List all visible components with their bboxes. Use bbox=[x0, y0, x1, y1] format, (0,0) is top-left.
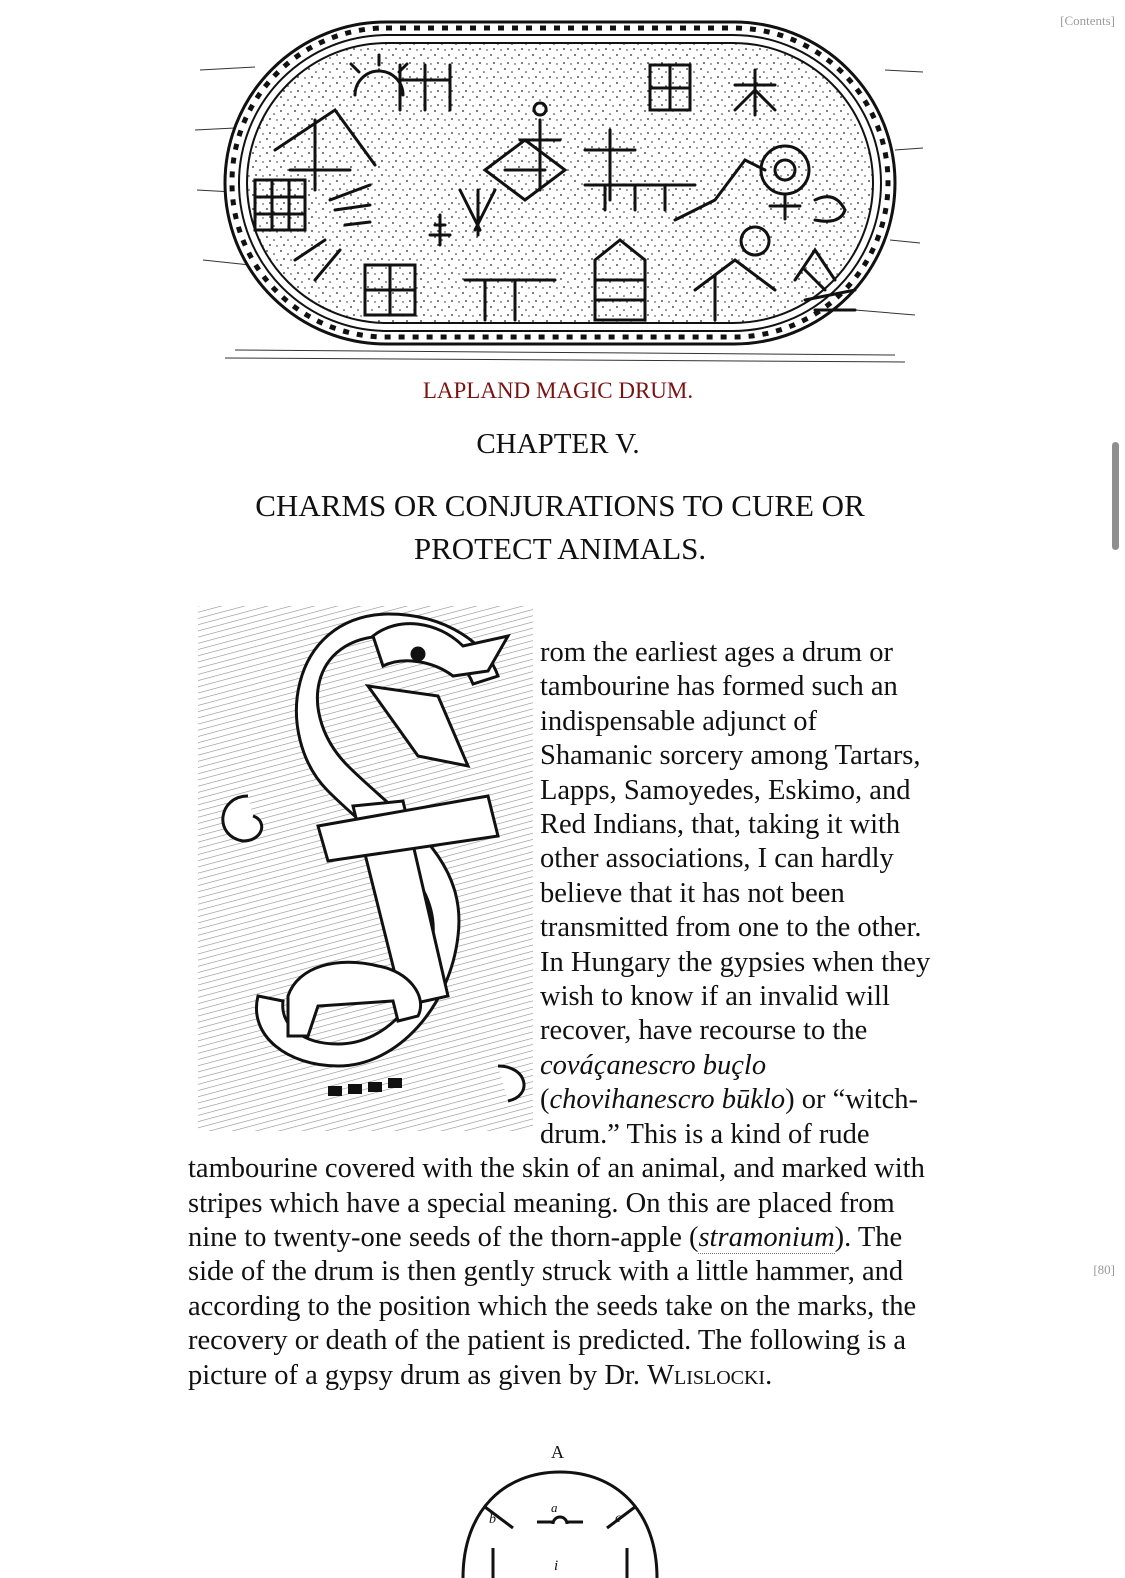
figure-caption: LAPLAND MAGIC DRUM. bbox=[422, 378, 694, 403]
paragraph-text-d: ). The side of the drum is then gently struck with a little hammer, and according to the position which the seeds take on the marks, the recovery or death of the patient is predicted. The following is a picture of a gypsy drum as given by Dr. bbox=[188, 1221, 917, 1391]
author-name: Wlislocki bbox=[647, 1359, 766, 1391]
paragraph-text-c: ) or “witch-drum.” This is a kind of rude tambourine covered with the skin of an animal, and marked with stripes which have a special meaning. On this are placed from nine to twenty-one seeds of the thorn-apple ( bbox=[188, 1084, 925, 1253]
dropcap-letter-f-illustration bbox=[188, 596, 538, 1136]
diagram-label-i: i bbox=[554, 1558, 559, 1574]
diagram-label-b: b bbox=[489, 1512, 496, 1527]
paragraph-text: rom the earliest ages a drum or tambourine has formed such an indispensable adjunct of Shamanic sorcery among Tartars, Lapps, Samoyedes, Eskimo, and Red Indians, that, taking it with other associations, I can hardly believe that it has not been transmitted from one to the other. In Hungary the gypsies when they wish to know if an invalid will recover, have recourse to the bbox=[540, 637, 931, 1047]
page-number-marker: [80] bbox=[1093, 1262, 1115, 1277]
paragraph-text-b: ( bbox=[540, 1084, 550, 1116]
gypsy-drum-diagram bbox=[455, 1440, 665, 1578]
chapter-number: CHAPTER V. bbox=[476, 428, 640, 460]
chapter-title: CHARMS OR CONJURATIONS TO CURE OR PROTECT ANIMALS. bbox=[255, 488, 865, 566]
contents-link[interactable]: [Contents] bbox=[1060, 13, 1115, 28]
diagram-label-top: A bbox=[551, 1442, 564, 1462]
diagram-label-c: c bbox=[615, 1511, 622, 1526]
body-paragraph bbox=[188, 596, 933, 1393]
lapland-drum-illustration bbox=[195, 10, 925, 365]
paragraph-end: . bbox=[765, 1359, 773, 1391]
romani-term-2: chovihanescro būklo bbox=[549, 1084, 786, 1116]
romani-term-1: cováçanescro buçlo bbox=[540, 1049, 767, 1081]
stramonium-term[interactable]: stramonium bbox=[698, 1221, 835, 1253]
diagram-label-a: a bbox=[551, 1500, 558, 1515]
